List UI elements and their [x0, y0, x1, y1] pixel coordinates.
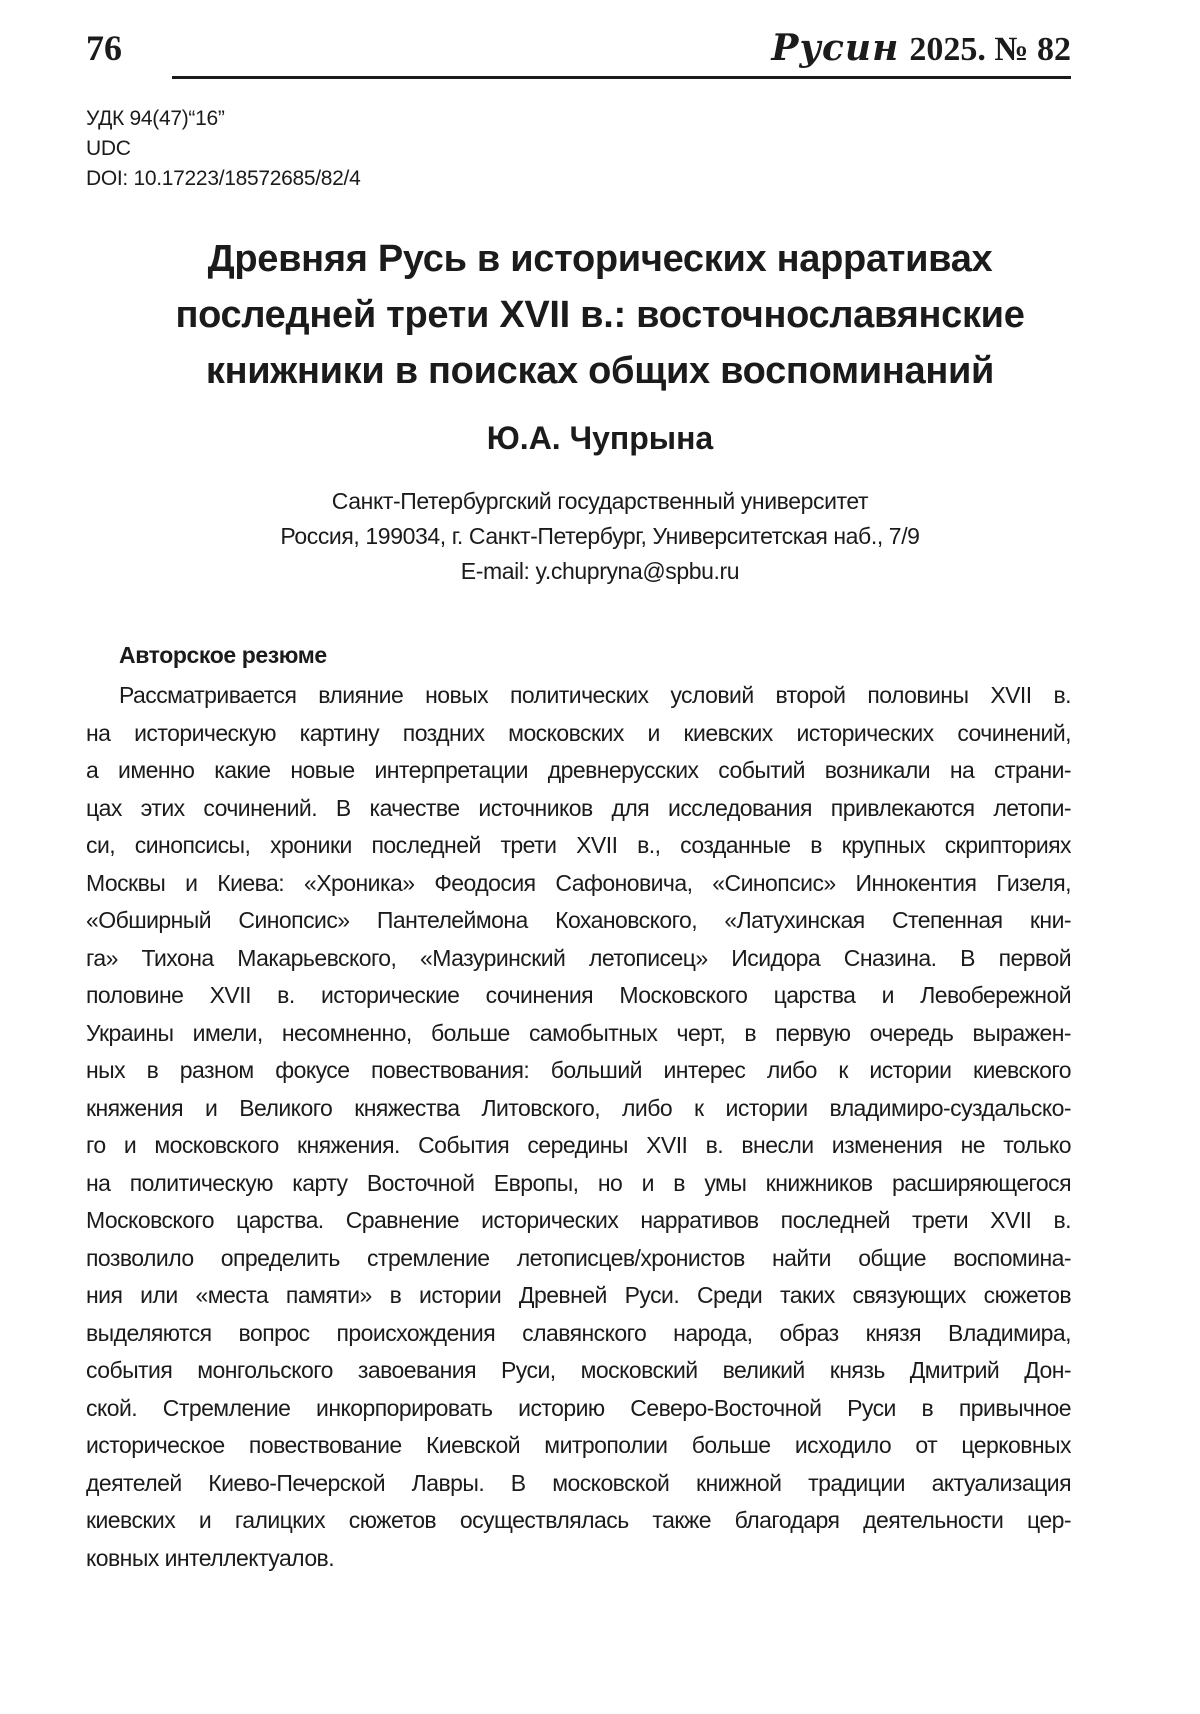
page-number: 76 — [86, 28, 122, 68]
abstract-line: Украины имели, несомненно, больше самобытных черт, в первую очередь выражен- — [86, 1019, 1071, 1046]
abstract-line: позволило определить стремление летописцев/хронистов найти общие воспомина- — [86, 1244, 1071, 1271]
abstract-line: Москвы и Киева: «Хроника» Феодосия Сафоновича, «Синопсис» Иннокентия Гизеля, — [86, 869, 1071, 896]
author-affiliation — [60, 484, 1140, 589]
affiliation-institution: Санкт-Петербургский государственный университет — [331, 488, 869, 514]
abstract-line: Московского царства. Сравнение исторических нарративов последней трети XVII в. — [86, 1207, 1071, 1233]
journal-issue: 2025. № 82 — [909, 31, 1071, 68]
abstract-line: деятелей Киево-Печерской Лавры. В московской книжной традиции актуализация — [86, 1469, 1071, 1496]
journal-name: Русин — [771, 27, 900, 69]
abstract-body — [86, 677, 1071, 1577]
abstract-line: цах этих сочинений. В качестве источников для исследования привлекаются летопи- — [86, 794, 1071, 821]
article-title — [60, 231, 1140, 399]
udc-code: UDC — [86, 137, 131, 160]
abstract-line: си, синопсисы, хроники последней трети XVII в., созданные в крупных скрипториях — [86, 832, 1071, 858]
abstract-heading: Авторское резюме — [119, 642, 327, 668]
abstract-line: киевских и галицких сюжетов осуществлялась также благодаря деятельности цер- — [86, 1507, 1071, 1533]
abstract-line: га» Тихона Макарьевского, «Мазуринский летописец» Исидора Сназина. В первой — [86, 944, 1071, 971]
abstract-line: ской. Стремление инкорпорировать историю Северо-Восточной Руси в привычное — [86, 1394, 1071, 1421]
title-line: Древняя Русь в исторических нарративах — [207, 238, 993, 280]
running-header — [86, 22, 1071, 82]
affiliation-email: E-mail: y.chupryna@spbu.ru — [460, 558, 740, 584]
abstract-line: ния или «места памяти» в истории Древней Руси. Среди таких связующих сюжетов — [86, 1282, 1071, 1308]
abstract-line: ных в разном фокусе повествования: больший интерес либо к истории киевского — [86, 1057, 1071, 1083]
abstract-line: события монгольского завоевания Руси, московский великий князь Дмитрий Дон- — [86, 1357, 1071, 1383]
abstract-line: Рассматривается влияние новых политических условий второй половины XVII в. — [119, 682, 1071, 708]
abstract-line: половине XVII в. исторические сочинения Московского царства и Левобережной — [86, 982, 1071, 1008]
doi-code: DOI: 10.17223/18572685/82/4 — [86, 167, 361, 190]
abstract-line: на политическую карту Восточной Европы, но и в умы книжников расширяющегося — [86, 1169, 1071, 1196]
abstract-line: выделяются вопрос происхождения славянского народа, образ князя Владимира, — [86, 1319, 1071, 1346]
abstract-line: «Обширный Синопсис» Пантелеймона Кохановского, «Латухинская Степенная кни- — [86, 907, 1071, 933]
journal-title-block — [771, 28, 1071, 70]
udk-code: УДК 94(47)“16” — [86, 107, 225, 130]
title-line: книжники в поисках общих воспоминаний — [205, 350, 995, 392]
article-identifiers — [86, 104, 360, 194]
affiliation-address: Россия, 199034, г. Санкт-Петербург, Университетская наб., 7/9 — [280, 523, 920, 549]
abstract-line: а именно какие новые интерпретации древнерусских событий возникали на страни- — [86, 757, 1071, 783]
abstract-line: историческое повествование Киевской митрополии больше исходило от церковных — [86, 1432, 1071, 1458]
title-line: последней трети XVII в.: восточнославянские — [175, 294, 1025, 336]
abstract-line: ковных интеллектуалов. — [86, 1544, 335, 1571]
abstract-line: княжения и Великого княжества Литовского, либо к истории владимиро-суздальско- — [86, 1094, 1071, 1121]
header-rule — [172, 76, 1071, 79]
abstract-line: на историческую картину поздних московских и киевских исторических сочинений, — [86, 719, 1071, 746]
article-author: Ю.А. Чупрына — [486, 420, 714, 456]
abstract-line: го и московского княжения. События середины XVII в. внесли изменения не только — [86, 1132, 1071, 1158]
